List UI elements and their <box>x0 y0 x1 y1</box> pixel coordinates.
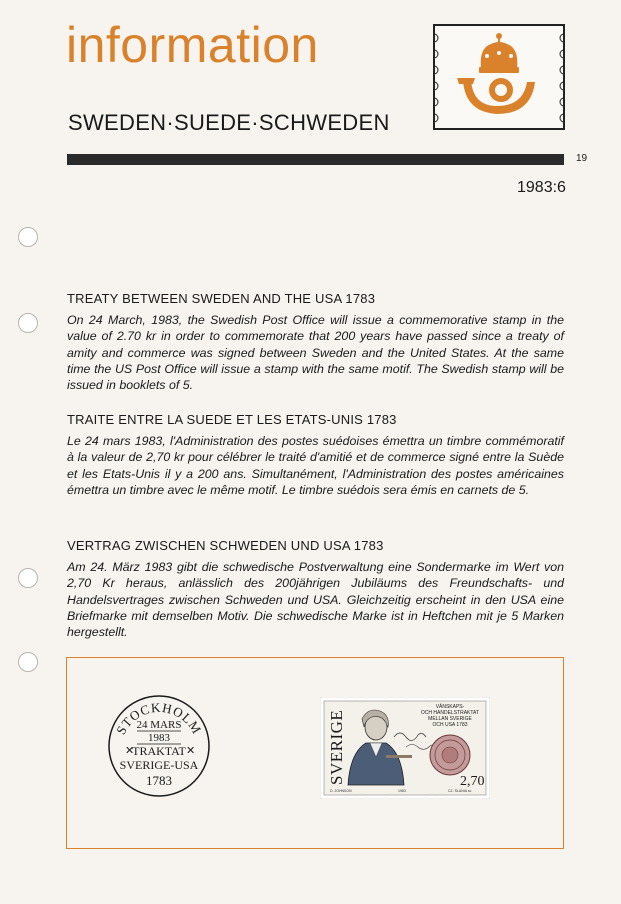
page-number: 19 <box>576 153 588 164</box>
stamp-value: 2,70 <box>460 774 485 789</box>
postmark-year: 1983 <box>148 732 170 744</box>
section-body: On 24 March, 1983, the Swedish Post Office will issue a commemorative stamp in the value of 2.70 kr in order to commemorate that 200 years have passed since a treaty of amity and commerce was signed between Sweden and the United States. At the same time the US Post Office will issue a stamp with the same motif. The Swedish stamp will be issued in booklets of 5. <box>67 313 564 393</box>
stamp-designer: D. JOHNSON <box>330 789 352 793</box>
postmark-line1: TRAKTAT <box>132 744 186 758</box>
binder-hole <box>18 652 38 672</box>
section-french <box>67 412 564 498</box>
header-rule <box>67 154 564 165</box>
postmark-line2: SVERIGE-USA <box>119 758 199 772</box>
section-english <box>67 291 564 393</box>
stamp-engraver: CZ. SLANIA sc <box>448 789 472 793</box>
section-heading: TRAITE ENTRE LA SUEDE ET LES ETATS-UNIS 1783 <box>67 412 397 427</box>
section-german <box>67 538 564 640</box>
stamp-image <box>320 697 490 799</box>
section-heading: TREATY BETWEEN SWEDEN AND THE USA 1783 <box>67 291 376 306</box>
country-subtitle: SWEDEN·SUEDE·SCHWEDEN <box>68 110 390 135</box>
binder-hole <box>18 313 38 333</box>
stamp-header-line1: VÄNSKAPS- <box>435 704 465 710</box>
section-body: Le 24 mars 1983, l'Administration des postes suédoises émettra un timbre commémoratif à la valeur de 2,70 kr pour célébrer le traité d'amitié et de commerce signé entre la Suède et les Etats-Unis il y a 200 ans. Simultanément, l'Administration des postes américaines émettra un timbre avec le même motif. Le timbre suédois sera émis en carnets de 5. <box>67 434 564 497</box>
section-body: Am 24. März 1983 gibt die schwedische Postverwaltung eine Sondermarke im Wert von 2,70 Kr heraus, anlässlich des 200jährigen Jubiläums des Freundschafts- und Handelsvertrages zwischen Schweden und USA. Gleichzeitig erscheint in den USA eine Briefmarke mit demselben Motiv. Die schwedische Marke ist in Heftchen mit je 5 Marken hergestellt. <box>67 560 564 640</box>
section-heading: VERTRAG ZWISCHEN SCHWEDEN UND USA 1783 <box>67 538 384 553</box>
postmark-cancellation <box>107 694 211 798</box>
stamp-country: SVERIGE <box>327 709 346 785</box>
stamp-header-line4: OCH USA 1783 <box>432 722 468 728</box>
page-title: information <box>66 17 319 73</box>
postmark-city: STOCKHOLM <box>113 699 205 737</box>
postmark-line3: 1783 <box>146 773 172 788</box>
stamp-header-line2: OCH HANDELSTRAKTAT <box>420 710 480 716</box>
svg-text:✕: ✕ <box>125 745 135 757</box>
treaty-seal-icon <box>430 735 470 775</box>
postmark-date: 24 MARS <box>136 719 182 731</box>
svg-text:✕: ✕ <box>186 745 196 757</box>
binder-hole <box>18 227 38 247</box>
issue-number: 1983:6 <box>517 179 566 196</box>
stamp-year: 1983 <box>398 789 406 793</box>
stamp-header-line3: MELLAN SVERIGE <box>428 716 472 722</box>
binder-hole <box>18 568 38 588</box>
posthorn-crown-logo-icon <box>433 24 565 130</box>
